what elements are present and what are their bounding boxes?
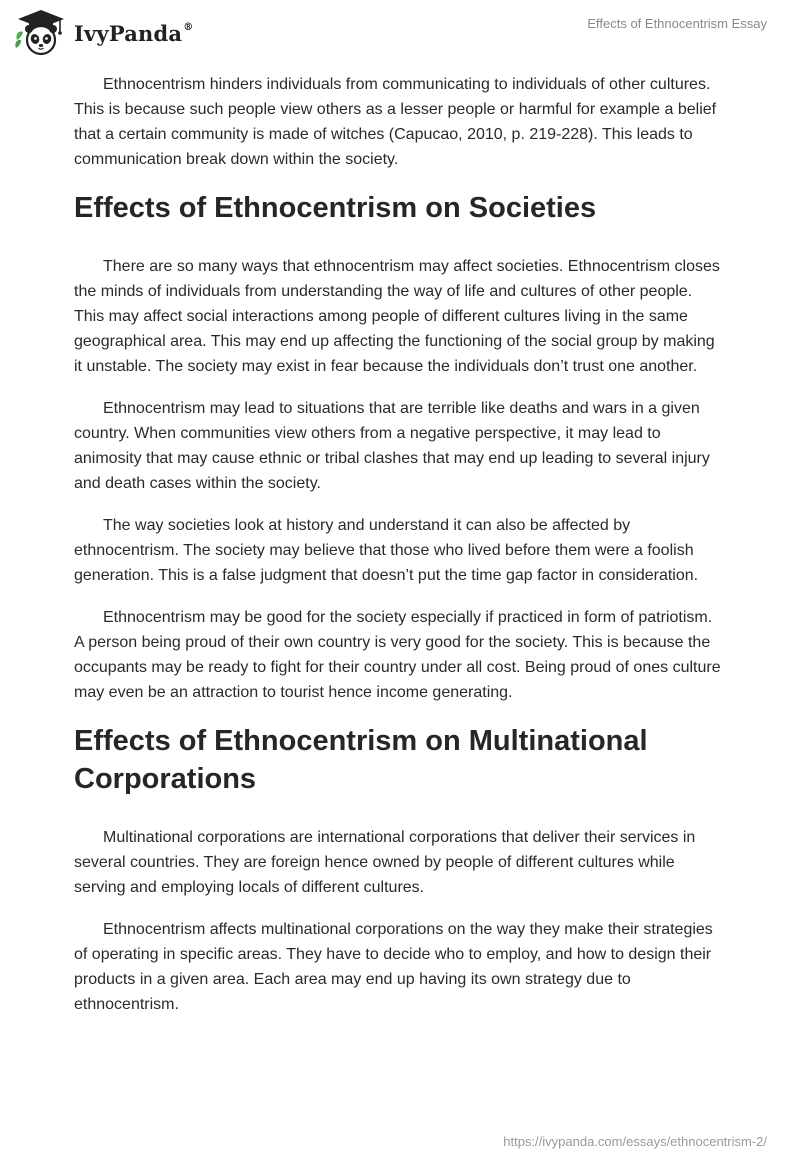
paragraph: Ethnocentrism may lead to situations that are terrible like deaths and wars in a given country. When communities view others from a negative perspective, it may lead to animosity that may cause ethnic or tribal clashes that may end up leading to several injury and death cases within the society. — [74, 400, 710, 492]
essay-content — [74, 72, 724, 1034]
paragraph: Ethnocentrism affects multinational corporations on the way they make their strategies of operating in specific areas. They have to decide who to employ, and how to design their products in a given area. Each area may end up having its own strategy due to ethnocentrism. — [74, 921, 713, 1013]
section-heading-societies: Effects of Ethnocentrism on Societies — [74, 192, 597, 224]
page-header — [0, 0, 800, 60]
paragraph: The way societies look at history and understand it can also be affected by ethnocentrism. The society may believe that those who lived before them were a foolish generation. This is a false judgment that doesn’t put the time gap factor in consideration. — [74, 517, 699, 584]
intro-paragraph: Ethnocentrism hinders individuals from communicating to individuals of other cultures. This is because such people view others as a lesser people or harmful for example a belief that a certain community is made of witches (Capucao, 2010, p. 219-228). This leads to communication break down within the society. — [74, 76, 717, 168]
paragraph: Ethnocentrism may be good for the society especially if practiced in form of patriotism. A person being proud of their own country is very good for the society. This is because the occupants may be ready to fight for their country under all cost. Being proud of ones culture may even be an attraction to tourist hence income generating. — [74, 609, 721, 701]
paragraph: Multinational corporations are international corporations that deliver their services in several countries. They are foreign hence owned by people of different cultures while serving and employing locals of different cultures. — [74, 829, 696, 896]
panda-graduation-icon — [14, 8, 68, 56]
brand-name: IvyPanda® — [74, 20, 194, 46]
paragraph: There are so many ways that ethnocentrism may affect societies. Ethnocentrism closes the minds of individuals from understanding the way of life and cultures of other people. This may affect social interactions among people of different cultures living in the same geographical area. This may end up affecting the functioning of the social group by making it unstable. The society may exist in fear because the individuals don’t trust one another. — [74, 258, 720, 375]
section-heading-multinational: Effects of Ethnocentrism on Multinational Corporations — [74, 725, 648, 795]
source-url[interactable]: https://ivypanda.com/essays/ethnocentrism-2/ — [503, 1134, 767, 1149]
ivypanda-logo[interactable] — [14, 8, 193, 56]
document-title: Effects of Ethnocentrism Essay — [587, 16, 767, 31]
